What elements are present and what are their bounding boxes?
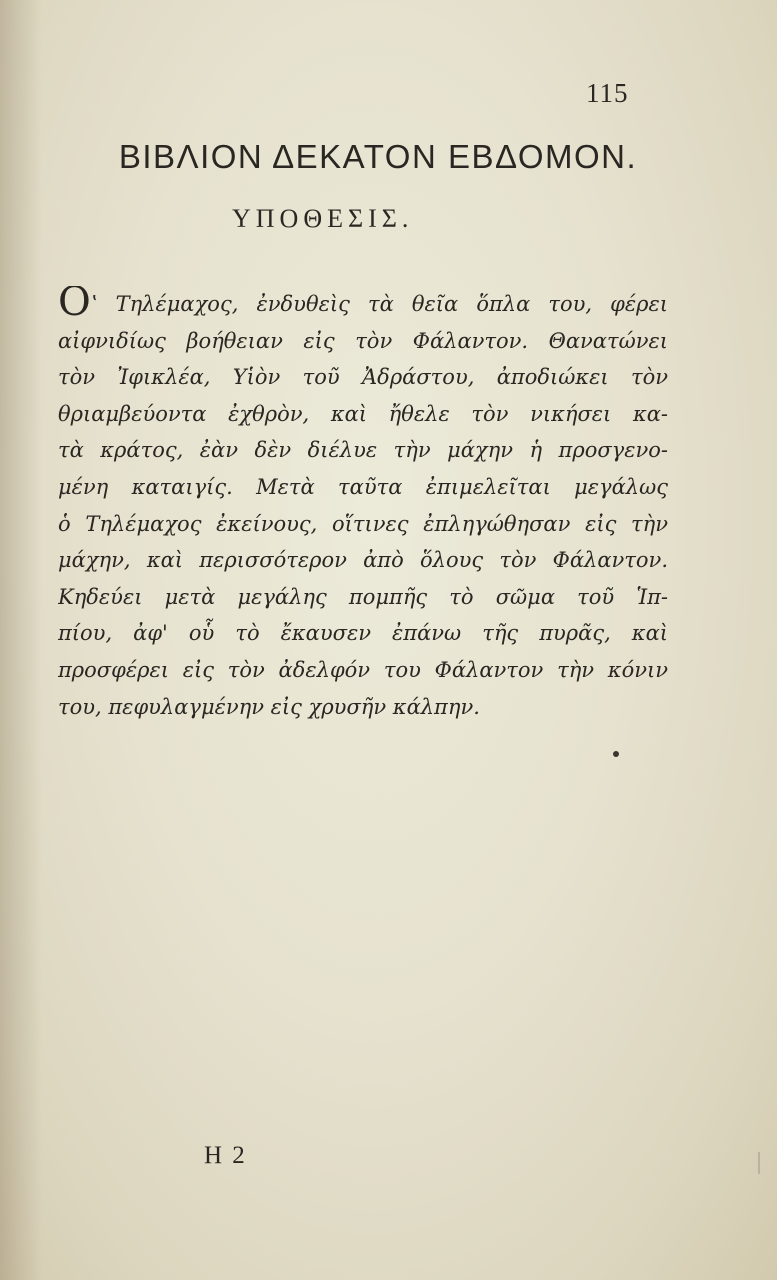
text-line-1 <box>58 286 668 323</box>
text-line-2: αἰφνιδίως βοήθειαν εἰς τὸν Φάλαντον. Θανατώνει <box>58 328 668 353</box>
ink-spot <box>613 751 619 757</box>
text-line-6: μένη καταιγίς. Μετὰ ταῦτα ἐπιμελεῖται μεγάλως <box>58 474 668 499</box>
text-line-8: μάχην, καὶ περισσότερον ἀπὸ ὅλους τὸν Φάλαντον. <box>58 548 668 573</box>
section-title: ΥΠΟΘΕΣΙΣ. <box>232 204 414 233</box>
text-line-9: Κηδεύει μετὰ μεγάλης πομπῆς τὸ σῶμα τοῦ Ἱπ- <box>58 584 668 609</box>
gutter-shadow <box>0 0 42 1280</box>
text-line-3: τὸν Ἰφικλέα, Υἱὸν τοῦ Ἀδράστου, ἀποδιώκει τὸν <box>58 365 668 390</box>
margin-bleed-mark <box>758 1152 772 1174</box>
text-line-10: πίου, ἀφ' οὗ τὸ ἔκαυσεν ἐπάνω τῆς πυρᾶς, καὶ <box>58 621 668 646</box>
drop-initial: Ο <box>58 286 91 323</box>
text-line-11: προσφέρει εἰς τὸν ἀδελφόν του Φάλαντον τὴν κόνιν <box>58 657 668 682</box>
summary-paragraph <box>58 286 668 725</box>
text-line-12: του, πεφυλαγμένην εἰς χρυσῆν κάλπην. <box>58 694 480 719</box>
book-title: ΒΙΒΛΙΟΝ ΔΕΚΑΤΟΝ ΕΒΔΟΜΟΝ. <box>118 138 638 175</box>
page-number: 115 <box>586 78 629 108</box>
text-line-1-rest: ʽ Τηλέμαχος, ἐνδυθεὶς τὰ θεῖα ὅπλα του, φέρει <box>90 292 668 316</box>
signature-mark: Η 2 <box>204 1142 247 1169</box>
text-line-7: ὁ Τηλέμαχος ἐκείνους, οἵτινες ἐπληγώθησαν εἰς τὴν <box>58 511 668 536</box>
text-line-4: θριαμβεύοντα ἐχθρὸν, καὶ ἤθελε τὸν νικήσει κα- <box>58 401 668 426</box>
text-line-5: τὰ κράτος, ἐὰν δὲν διέλυε τὴν μάχην ἡ προσγενο- <box>58 438 668 463</box>
